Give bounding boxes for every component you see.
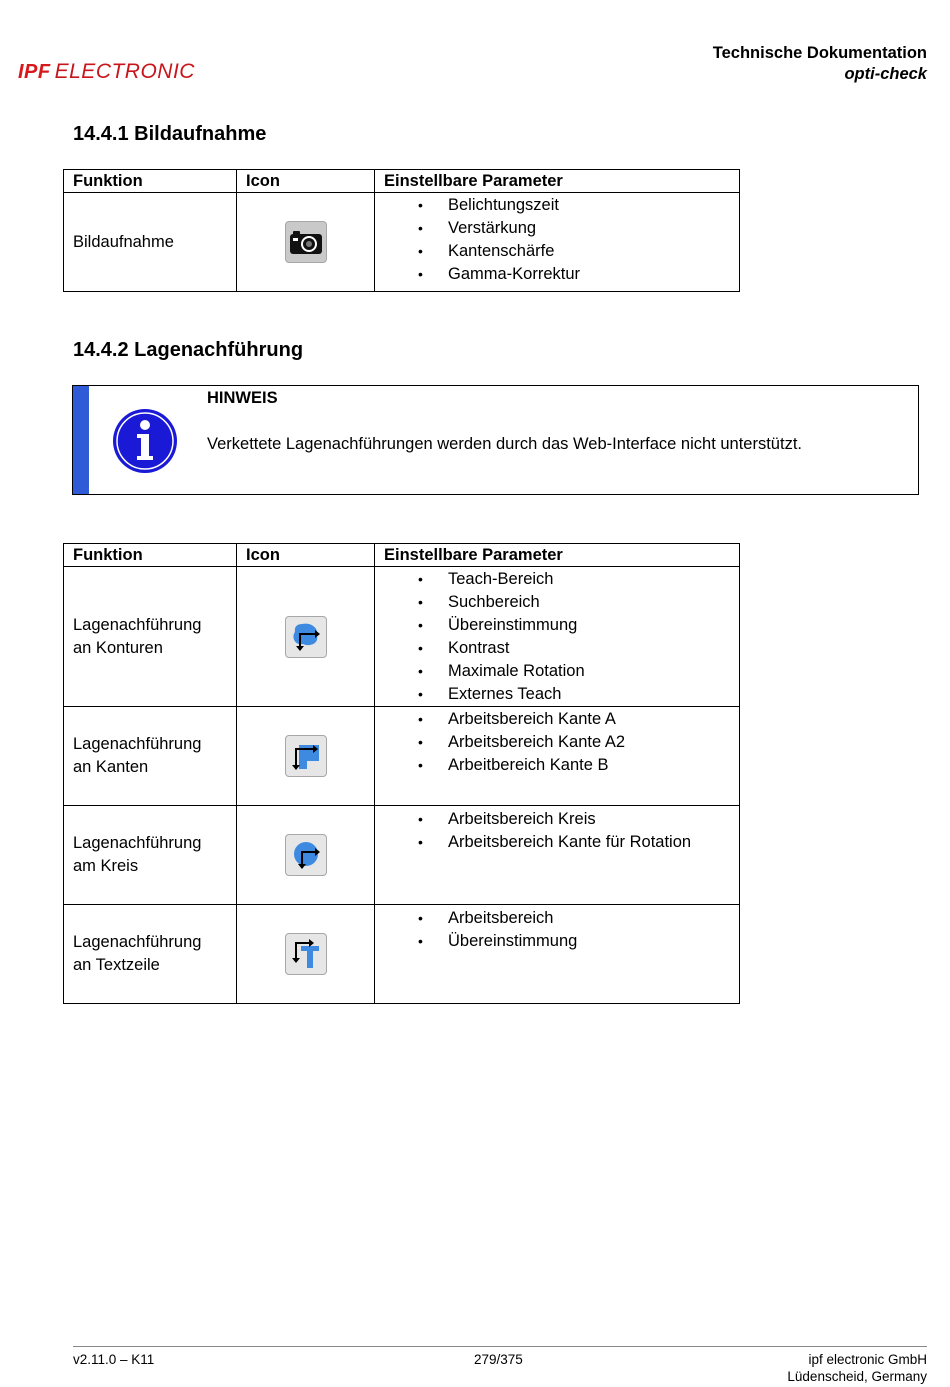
footer-company-name: ipf electronic GmbH	[808, 1352, 927, 1367]
hint-box	[72, 385, 919, 495]
parameter-cell	[375, 567, 740, 707]
icon-cell	[237, 806, 375, 905]
parameter-item: • Maximale Rotation	[375, 660, 739, 683]
hint-text: Verkettete Lagenachführungen werden durch das Web-Interface nicht unterstützt.	[207, 435, 802, 453]
function-line: Lagenachführung	[73, 735, 202, 753]
camera-icon	[285, 221, 327, 263]
function-line: an Konturen	[73, 638, 163, 657]
icon-cell	[237, 905, 375, 1004]
function-cell: Bildaufnahme	[64, 193, 237, 292]
column-header-parameter: Einstellbare Parameter	[375, 170, 740, 193]
section-heading-bildaufnahme: 14.4.1 Bildaufnahme	[73, 123, 267, 145]
table-row	[64, 193, 740, 292]
function-line: am Kreis	[73, 857, 139, 875]
table-row	[64, 905, 740, 1004]
parameter-item: • Arbeitsbereich Kante A	[375, 708, 739, 731]
function-cell	[64, 806, 237, 905]
footer-page-number: 279/375	[474, 1352, 523, 1367]
table-row	[64, 567, 740, 707]
function-line: Lagenachführung	[73, 615, 202, 634]
parameter-cell	[375, 806, 740, 905]
company-logo	[18, 60, 195, 84]
function-line: an Textzeile	[73, 956, 160, 974]
parameter-item: • Externes Teach	[375, 683, 739, 706]
function-cell	[64, 905, 237, 1004]
icon-cell	[237, 193, 375, 292]
function-line: an Kanten	[73, 758, 149, 776]
parameter-item: • Arbeitsbereich Kreis	[375, 808, 739, 831]
parameter-item: • Arbeitsbereich Kante für Rotation	[375, 831, 739, 854]
table-row	[64, 707, 740, 806]
function-cell	[64, 567, 237, 707]
function-line: Lagenachführung	[73, 933, 202, 951]
column-header-funktion: Funktion	[64, 170, 237, 193]
column-header-parameter: Einstellbare Parameter	[375, 544, 740, 567]
section-heading-lagenachfuehrung: 14.4.2 Lagenachführung	[73, 339, 304, 361]
logo-electronic: ELECTRONIC	[54, 60, 195, 83]
function-cell	[64, 707, 237, 806]
footer-version: v2.11.0 – K11	[73, 1352, 155, 1367]
parameter-item: • Gamma-Korrektur	[375, 263, 739, 286]
hint-accent-bar	[73, 386, 89, 494]
parameter-cell	[375, 905, 740, 1004]
parameter-item: • Kontrast	[375, 637, 739, 660]
function-line: Lagenachführung	[73, 834, 202, 852]
bildaufnahme-table	[63, 169, 740, 292]
table-header-row	[64, 544, 740, 567]
column-header-icon: Icon	[237, 544, 375, 567]
document-title: Technische Dokumentation	[712, 44, 927, 62]
hint-title: HINWEIS	[207, 389, 278, 407]
icon-cell	[237, 567, 375, 707]
parameter-item: • Arbeitbereich Kante B	[375, 754, 739, 777]
parameter-item: • Verstärkung	[375, 217, 739, 240]
parameter-item: • Übereinstimmung	[375, 614, 739, 637]
lagenachfuehrung-table	[63, 543, 740, 1004]
document-subtitle: opti-check	[844, 65, 927, 83]
footer-company	[787, 1351, 927, 1385]
footer-location: Lüdenscheid, Germany	[787, 1369, 927, 1384]
icon-cell	[237, 707, 375, 806]
table-header-row	[64, 170, 740, 193]
parameter-cell	[375, 707, 740, 806]
text-tracking-icon	[285, 933, 327, 975]
parameter-item: • Belichtungszeit	[375, 194, 739, 217]
column-header-funktion: Funktion	[64, 544, 237, 567]
contour-tracking-icon	[285, 616, 327, 658]
parameter-item: • Arbeitsbereich Kante A2	[375, 731, 739, 754]
parameter-item: • Übereinstimmung	[375, 930, 739, 953]
parameter-cell	[375, 193, 740, 292]
parameter-item: • Teach-Bereich	[375, 568, 739, 591]
info-icon	[112, 408, 178, 479]
footer-divider	[73, 1346, 927, 1347]
circle-tracking-icon	[285, 834, 327, 876]
edge-tracking-icon	[285, 735, 327, 777]
document-header	[713, 43, 927, 85]
parameter-item: • Arbeitsbereich	[375, 907, 739, 930]
parameter-item: • Kantenschärfe	[375, 240, 739, 263]
table-row	[64, 806, 740, 905]
column-header-icon: Icon	[237, 170, 375, 193]
parameter-item: • Suchbereich	[375, 591, 739, 614]
logo-ipf: IPF	[18, 61, 51, 83]
